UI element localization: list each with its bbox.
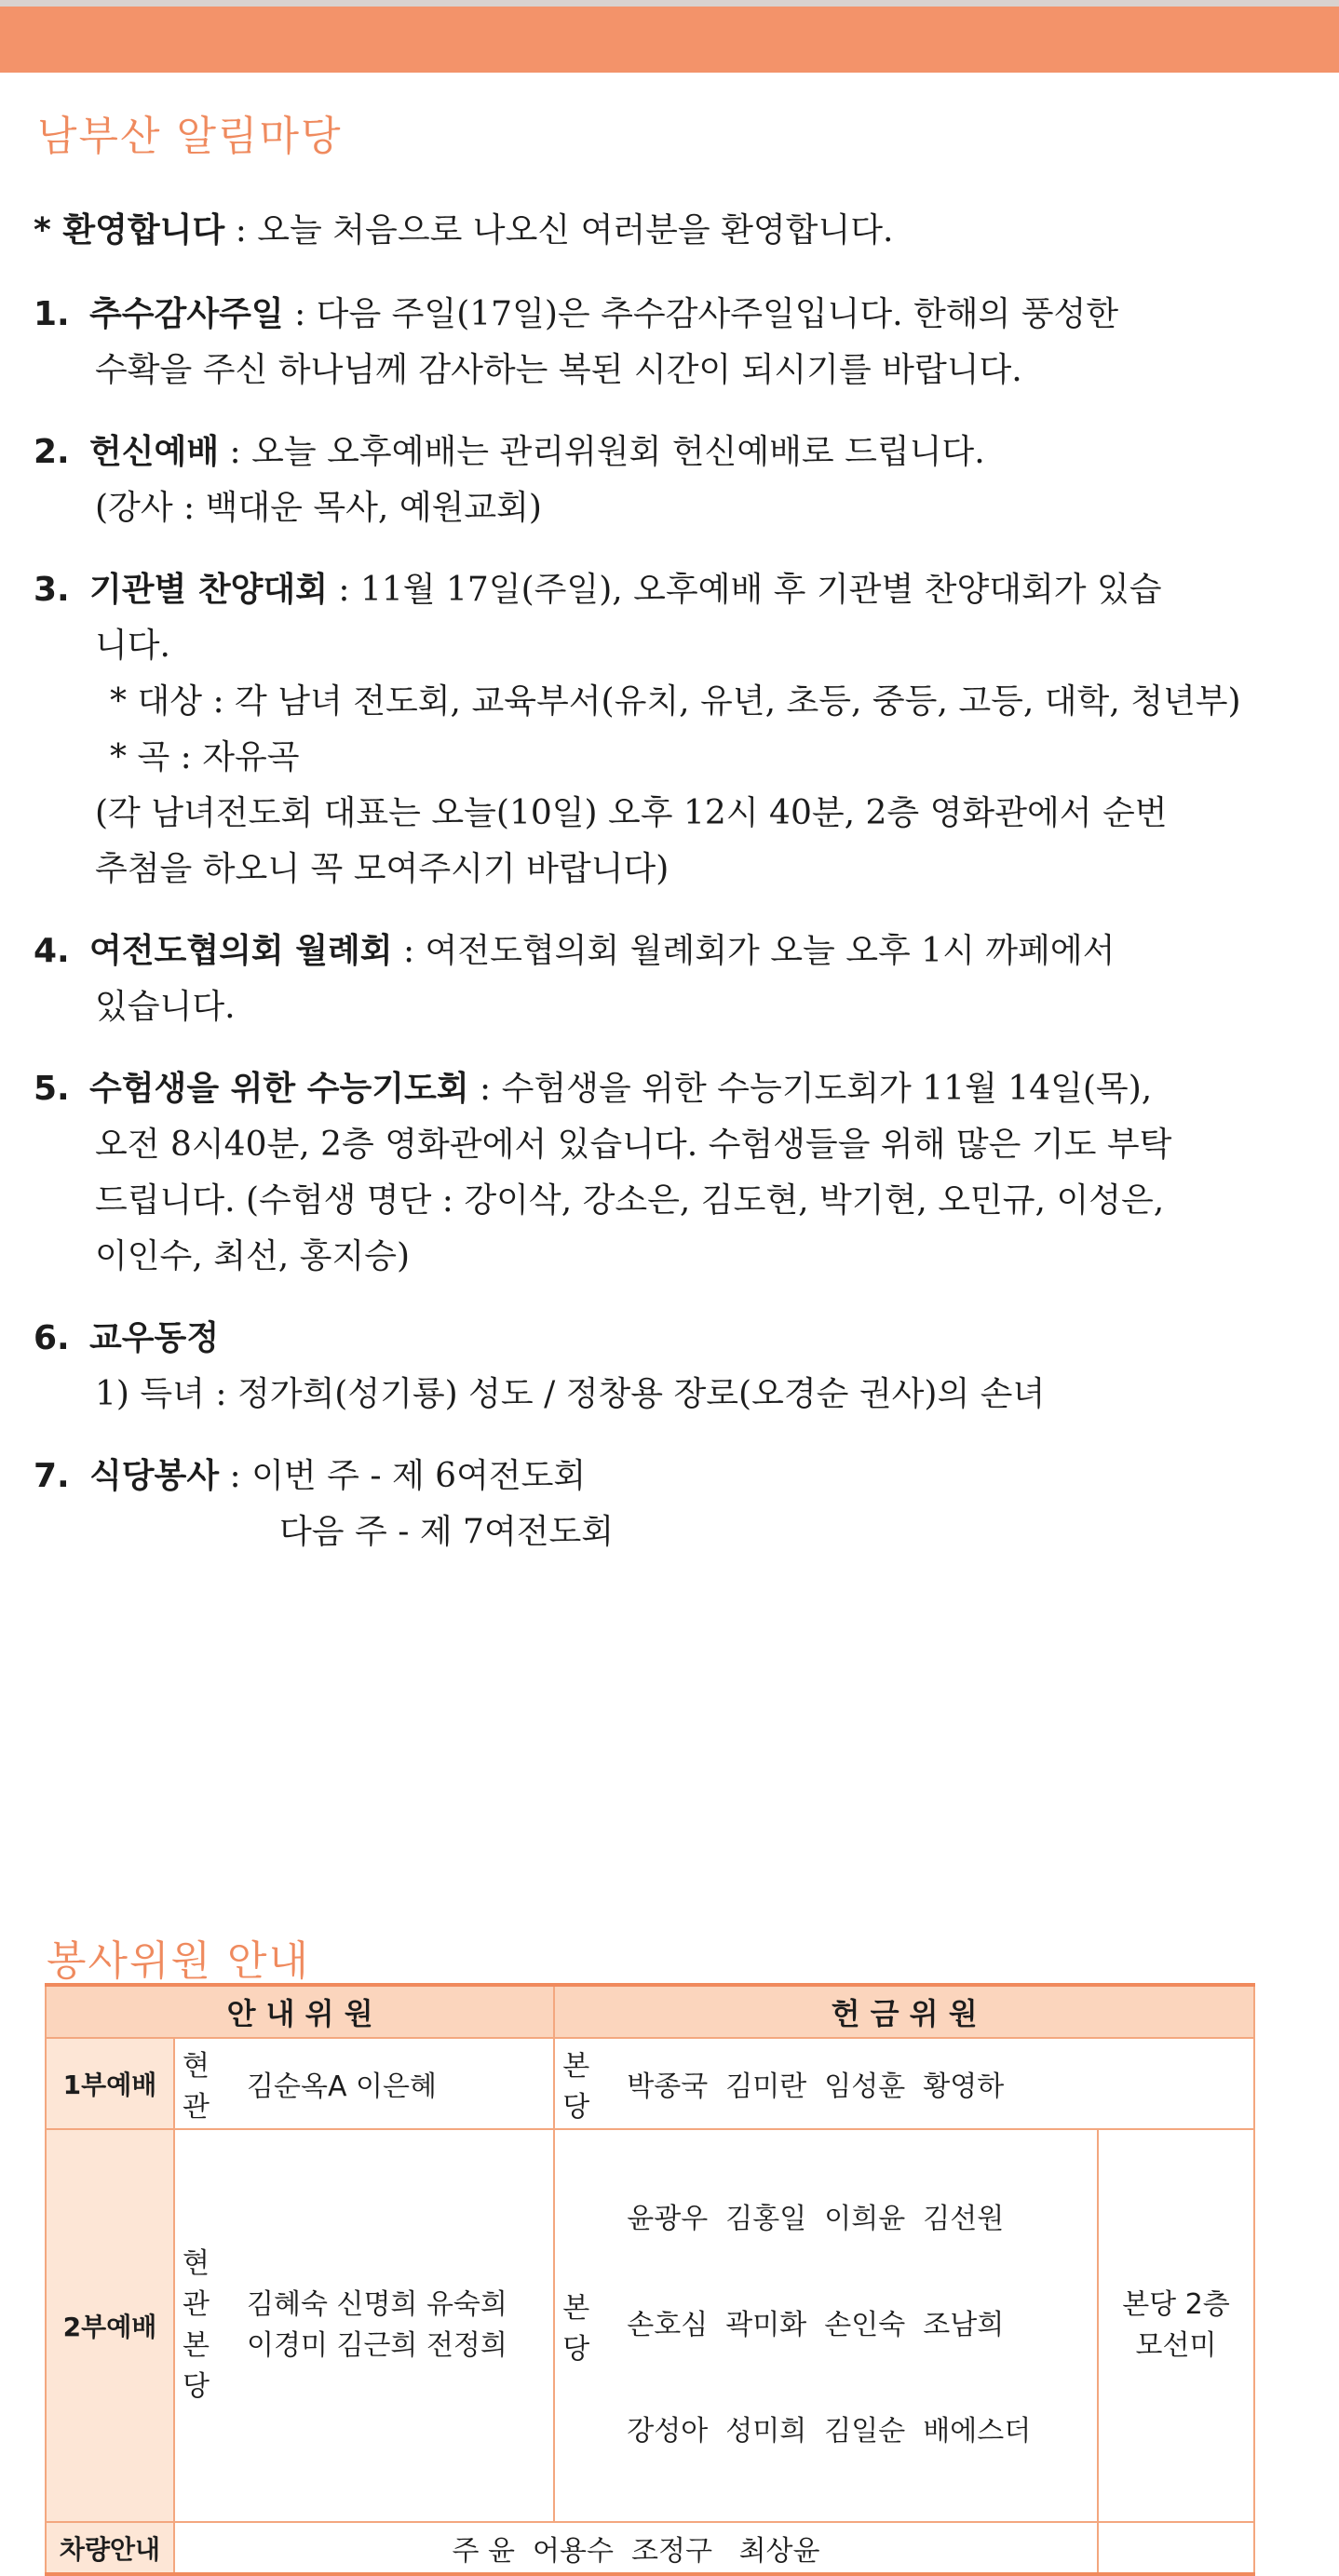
welcome-label: * 환영합니다: [34, 211, 225, 250]
location: 본당 2층: [1122, 2288, 1230, 2321]
item-title: 기관별 찬양대회: [89, 571, 328, 609]
location: 현관: [174, 2038, 239, 2129]
extra-stack: [1098, 2129, 1254, 2522]
item-note: (각 남녀전도회 대표는 오늘(10일) 오후 12시 40분, 2층 영화관에서 순번: [95, 794, 1168, 832]
item-number: 6.: [34, 1319, 70, 1357]
item-text: : 이번 주 - 제 6여전도회: [219, 1457, 587, 1495]
names: 이경미 김근희 전정희: [247, 2329, 507, 2362]
item-continuation: 니다.: [95, 627, 170, 665]
item-number: 1.: [34, 295, 70, 333]
announcement-item: [34, 1061, 1272, 1285]
table-row: [46, 2522, 1254, 2574]
announcement-item: [34, 425, 1272, 536]
location: 본당: [183, 2329, 210, 2403]
item-continuation: 드립니다. (수험생 명단 : 강이삭, 강소은, 김도현, 박기현, 오민규, 이성은,: [95, 1181, 1165, 1220]
item-title: 교우동정: [89, 1319, 220, 1357]
item-text: : 다음 주일(17일)은 추수감사주일입니다. 한해의 풍성한: [283, 295, 1119, 333]
volunteer-title: 봉사위원 안내: [47, 1937, 311, 1985]
item-number: 3.: [34, 571, 70, 609]
item-text: : 오늘 오후예배는 관리위원회 헌신예배로 드립니다.: [219, 433, 985, 471]
item-continuation: 수확을 주신 하나님께 감사하는 복된 시간이 되시기를 바랍니다.: [95, 351, 1022, 389]
announcement-item: [34, 1311, 1272, 1423]
item-continuation: (강사 : 백대운 목사, 예원교회): [95, 489, 542, 527]
item-title: 추수감사주일: [89, 295, 284, 333]
item-sub-target: * 대상 : 각 남녀 전도회, 교육부서(유치, 유년, 초등, 중등, 고등, 대학, 청년부): [110, 682, 1241, 721]
page-title: 남부산 알림마당: [37, 113, 343, 160]
names: 김순옥A 이은혜: [239, 2038, 554, 2129]
names: 손호심 곽미화 손인숙 조남희: [627, 2309, 1005, 2341]
item-title: 여전도협의회 월례회: [89, 932, 393, 970]
item-title: 식당봉사: [89, 1457, 220, 1495]
names-stack: [619, 2129, 1098, 2522]
item-number: 7.: [34, 1457, 70, 1495]
item-text: : 여전도협의회 월례회가 오늘 오후 1시 까페에서: [392, 932, 1116, 970]
col-guide: 안 내 위 원: [46, 1985, 554, 2038]
welcome-text: : 오늘 처음으로 나오신 여러분을 환영합니다.: [224, 211, 894, 250]
names: 강성아 성미희 김일순 배에스더: [627, 2415, 1032, 2448]
names: 박종국 김미란 임성훈 황영하: [619, 2038, 1254, 2129]
names-stack: [239, 2129, 554, 2522]
announcement-item: [34, 562, 1272, 897]
names: 모선미: [1135, 2329, 1217, 2362]
location: 본당: [554, 2129, 619, 2522]
location: 현관: [183, 2247, 210, 2321]
row-label: 차량안내: [46, 2522, 174, 2574]
item-sub-song: * 곡 : 자유곡: [110, 738, 300, 776]
names: 김혜숙 신명희 유숙희: [247, 2288, 507, 2321]
empty-cell: [1098, 2522, 1254, 2574]
table-row: [46, 2129, 1254, 2522]
location: 본당: [554, 2038, 619, 2129]
top-banner: [0, 0, 1339, 73]
announcement-item: [34, 924, 1272, 1035]
announcement-item: [34, 1449, 1272, 1560]
item-title: 수험생을 위한 수능기도회: [89, 1070, 469, 1108]
table-row: [46, 2038, 1254, 2129]
names: 윤광우 김홍일 이희윤 김선원: [627, 2203, 1005, 2235]
item-continuation: 이인수, 최선, 홍지승): [95, 1237, 411, 1275]
names: 주 윤 어용수 조정구 최상윤: [174, 2522, 1098, 2574]
item-text: : 수험생을 위한 수능기도회가 11월 14일(목),: [468, 1070, 1153, 1108]
announcement-item: [34, 287, 1272, 398]
item-number: 2.: [34, 433, 70, 471]
table-header-row: [46, 1985, 1254, 2038]
item-number: 5.: [34, 1070, 70, 1108]
item-number: 4.: [34, 932, 70, 970]
location-stack: [174, 2129, 239, 2522]
item-continuation: 오전 8시40분, 2층 영화관에서 있습니다. 수험생들을 위해 많은 기도 부탁: [95, 1126, 1172, 1164]
item-continuation: 1) 득녀 : 정가희(성기룡) 성도 / 정창용 장로(오경순 권사)의 손녀: [95, 1375, 1046, 1413]
row-label: 2부예배: [46, 2129, 174, 2522]
welcome-line: [34, 203, 1272, 259]
item-next-week: 다음 주 - 제 7여전도회: [279, 1513, 615, 1551]
item-note: 추첨을 하오니 꼭 모여주시기 바랍니다): [95, 850, 670, 888]
item-continuation: 있습니다.: [95, 988, 236, 1026]
item-text: : 11월 17일(주일), 오후예배 후 기관별 찬양대회가 있습: [327, 571, 1162, 609]
volunteer-table: [45, 1983, 1255, 2576]
col-offering: 헌 금 위 원: [554, 1985, 1254, 2038]
announcement-list: [34, 203, 1272, 1586]
item-title: 헌신예배: [89, 433, 220, 471]
row-label: 1부예배: [46, 2038, 174, 2129]
